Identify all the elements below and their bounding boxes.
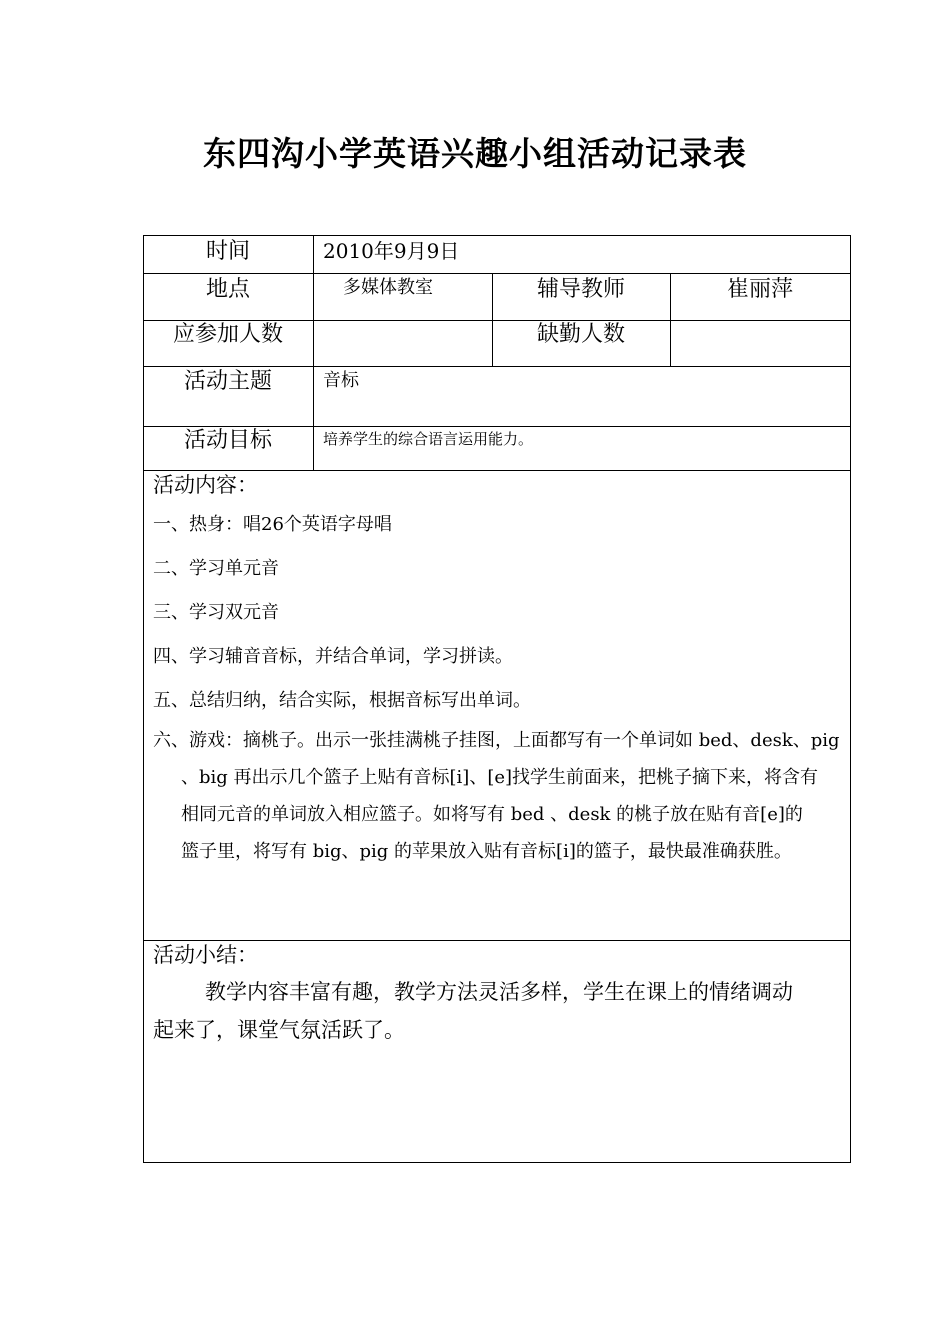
table-border-right [850,235,851,1163]
table-border-bottom [143,1162,851,1163]
teacher-value: 崔丽萍 [726,277,793,302]
row-divider [143,426,851,427]
row-divider [143,470,851,471]
row-divider [143,940,851,941]
list-item: 三、学习双元音 [153,602,279,623]
time-label: 时间 [205,239,250,264]
time-value: 2010年9月9日 [323,239,460,263]
table-border-top [143,235,851,236]
teacher-label: 辅导教师 [536,277,625,302]
row-divider [143,273,851,274]
summary-line: 教学内容丰富有趣，教学方法灵活多样，学生在课上的情绪调动 [205,980,793,1004]
row-divider [143,366,851,367]
summary-text [153,973,843,1049]
goal-value: 培养学生的综合语言运用能力。 [323,430,534,448]
document-title: 东四沟小学英语兴趣小组活动记录表 [203,134,747,173]
goal-label: 活动目标 [183,428,272,453]
column-divider [313,235,314,471]
list-item: 一、热身：唱26个英语字母唱 [153,514,392,535]
game-line: 篮子里，将写有 big、pig 的苹果放入贴有音标[i]的篮子，最快最准确获胜。 [181,841,792,862]
theme-label: 活动主题 [183,369,272,394]
summary-line: 起来了，课堂气氛活跃了。 [153,1018,405,1042]
content-heading: 活动内容： [153,473,258,497]
theme-value: 音标 [323,370,359,391]
game-description [153,722,843,870]
absent-count-label: 缺勤人数 [536,322,625,347]
game-line: 六、游戏：摘桃子。出示一张挂满桃子挂图，上面都写有一个单词如 bed、desk、pig [153,730,840,751]
place-label: 地点 [205,277,250,302]
row-divider [143,320,851,321]
list-item: 五、总结归纳，结合实际，根据音标写出单词。 [153,690,531,711]
place-value: 多媒体教室 [343,277,433,298]
record-table [143,235,851,1163]
game-line: 、big 再出示几个篮子上贴有音标[i]、[e]找学生前面来，把桃子摘下来，将含有 [181,767,819,788]
summary-heading: 活动小结： [153,943,258,967]
list-item: 二、学习单元音 [153,558,279,579]
expected-count-label: 应参加人数 [172,322,283,347]
list-item: 四、学习辅音音标，并结合单词，学习拼读。 [153,646,513,667]
game-line: 相同元音的单词放入相应篮子。如将写有 bed 、desk 的桃子放在贴有音[e]的 [181,804,803,825]
